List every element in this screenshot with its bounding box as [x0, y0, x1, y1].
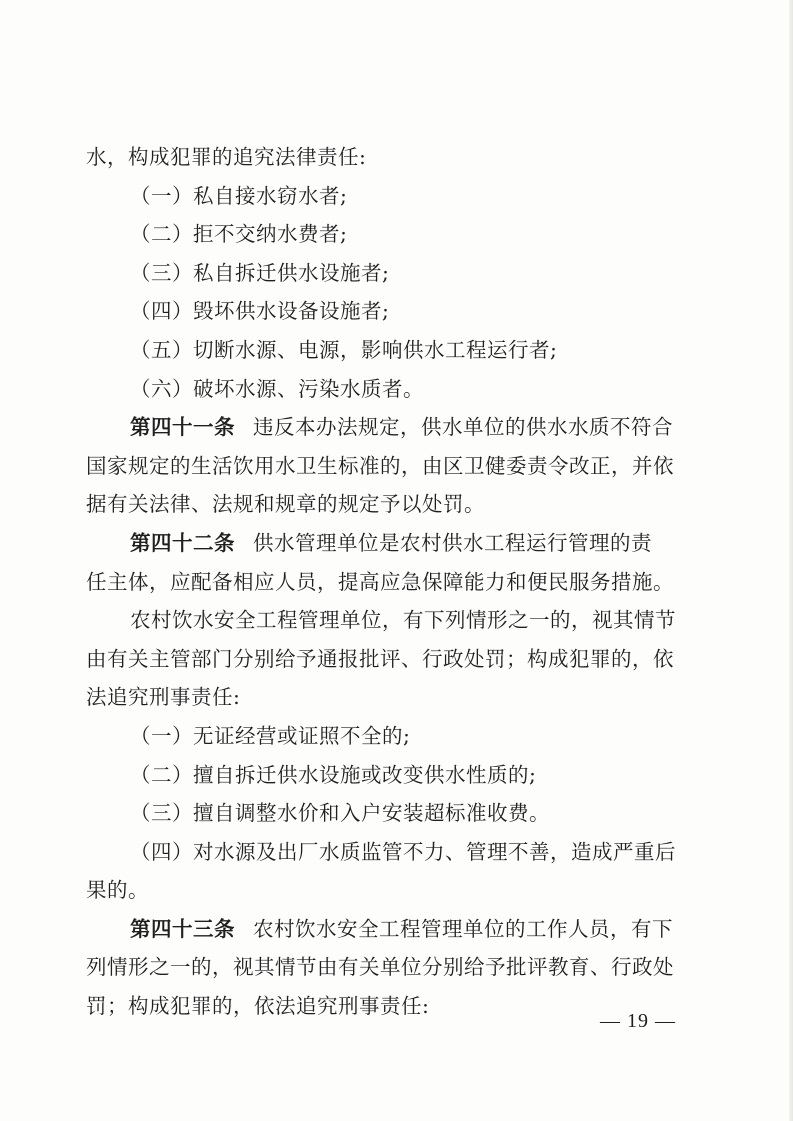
page-number: — 19 —	[600, 1010, 676, 1032]
text-line: 任主体，应配备相应人员，提高应急保障能力和便民服务措施。	[86, 569, 674, 594]
list-item: （二）擅自拆迁供水设施或改变供水性质的;	[130, 762, 537, 787]
list-item: （五）切断水源、电源，影响供水工程运行者;	[130, 337, 558, 362]
list-item: （三）擅自调整水价和入户安装超标准收费。	[130, 801, 550, 826]
article-42-number: 第四十二条	[130, 530, 235, 555]
article-41-number: 第四十一条	[130, 415, 235, 440]
text-line: 国家规定的生活饮用水卫生标准的，由区卫健委责令改正，并依	[86, 453, 674, 478]
text-line: 果的。	[86, 878, 149, 903]
list-item: （二）拒不交纳水费者;	[130, 222, 348, 247]
article-42-first-line	[86, 524, 692, 563]
list-item: （三）私自拆迁供水设施者;	[130, 260, 390, 285]
list-item: （四）对水源及出厂水质监管不力、管理不善，造成严重后	[130, 839, 676, 864]
document-body	[86, 138, 692, 1026]
list-item: （六）破坏水源、污染水质者。	[130, 376, 424, 401]
article-41-text: 违反本办法规定，供水单位的供水水质不符合	[253, 415, 673, 440]
text-line: 法追究刑事责任:	[86, 685, 241, 710]
text-line: 据有关法律、法规和规章的规定予以处罚。	[86, 492, 485, 517]
page-edge	[789, 0, 793, 1121]
article-43-first-line	[86, 910, 692, 949]
text-line: 列情形之一的，视其情节由有关单位分别给予批评教育、行政处	[86, 955, 674, 980]
article-43-number: 第四十三条	[130, 916, 235, 941]
list-item: （四）毁坏供水设备设施者;	[130, 299, 390, 324]
list-item: （一）无证经营或证照不全的;	[130, 723, 411, 748]
text-line: 由有关主管部门分别给予通报批评、行政处罚；构成犯罪的，依	[86, 646, 674, 671]
list-item: （一）私自接水窃水者;	[130, 183, 348, 208]
text-line: 农村饮水安全工程管理单位，有下列情形之一的，视其情节	[130, 608, 676, 633]
text-line: 罚；构成犯罪的，依法追究刑事责任:	[86, 994, 430, 1019]
article-41-first-line	[86, 408, 692, 447]
text-line: 水，构成犯罪的追究法律责任:	[86, 145, 367, 169]
article-43-text: 农村饮水安全工程管理单位的工作人员，有下	[253, 916, 673, 941]
article-42-text: 供水管理单位是农村供水工程运行管理的责	[253, 530, 652, 555]
